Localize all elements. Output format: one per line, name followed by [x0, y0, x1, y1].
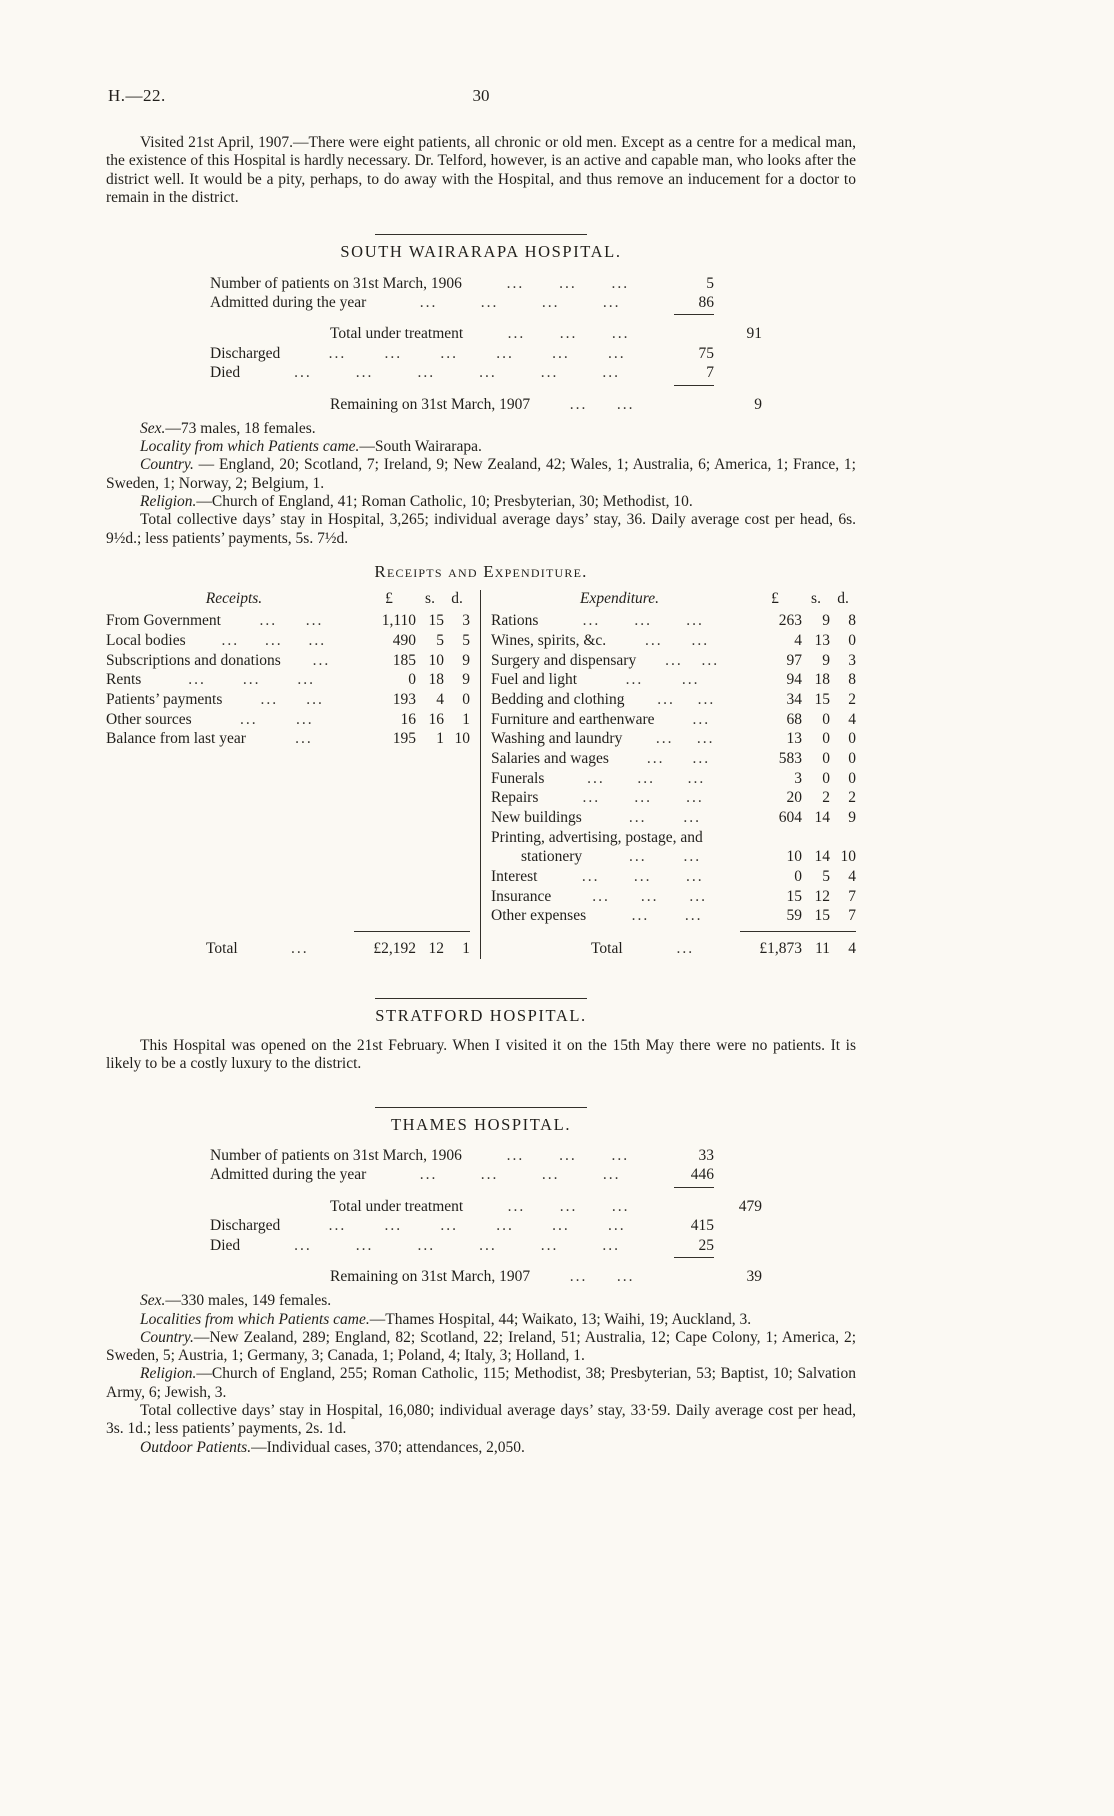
dot-leaders: ... ... ...	[507, 325, 630, 343]
stat-value: 5	[706, 274, 714, 292]
dot-leaders: ... ...	[657, 690, 716, 708]
amount-shillings: 18	[428, 671, 444, 689]
expenditure-row	[491, 611, 856, 631]
line-item-label: Balance from last year	[106, 730, 246, 748]
total-pence: 4	[848, 939, 856, 957]
amount-pence: 0	[848, 769, 856, 787]
stat-row	[210, 1197, 762, 1216]
stat-row	[210, 1216, 762, 1235]
line-item-label: Repairs	[491, 789, 539, 807]
expenditure-column	[480, 590, 856, 959]
note-text: —Individual cases, 370; attendances, 2,050.	[251, 1438, 525, 1456]
amount-shillings: 0	[822, 749, 830, 767]
amount-pence: 7	[848, 887, 856, 905]
receipts-expenditure-table	[106, 590, 856, 959]
dot-leaders: ... ...	[240, 710, 314, 728]
amount-pence: 8	[848, 671, 856, 689]
note-locality	[106, 438, 856, 456]
amount-shillings: 15	[814, 690, 830, 708]
line-item-label: Subscriptions and donations	[106, 651, 281, 669]
stat-total-value: 91	[746, 325, 762, 343]
amount-shillings: 1	[436, 730, 444, 748]
expenditure-row	[491, 631, 856, 651]
line-item-label: Surgery and dispensary	[491, 651, 637, 669]
dot-leaders: ... ... ... ... ... ...	[328, 1217, 626, 1235]
amount-pounds: 20	[786, 789, 802, 807]
note-text: —Church of England, 41; Roman Catholic, 10; Presbyterian, 30; Methodist, 10.	[196, 493, 693, 511]
line-item-label: Patients’ payments	[106, 690, 223, 708]
stat-label: Discharged	[210, 1217, 281, 1235]
amount-pence: 3	[462, 612, 470, 630]
dot-leaders: ... ... ...	[507, 1197, 630, 1215]
amount-pounds: 1,110	[381, 612, 416, 630]
amount-pounds: 583	[778, 749, 802, 767]
dot-leaders: ... ...	[655, 730, 715, 748]
dot-leaders: ... ... ...	[582, 789, 704, 807]
expenditure-row	[491, 887, 856, 907]
line-item-label: Fuel and light	[491, 671, 578, 689]
stat-total-value: 9	[754, 395, 762, 413]
note-outdoor-patients	[106, 1439, 856, 1457]
dot-leaders: ...	[676, 939, 695, 957]
stat-label: Total under treatment	[330, 1197, 464, 1215]
line-item-label: Wines, spirits, &c.	[491, 631, 607, 649]
expenditure-row	[491, 710, 856, 730]
note-religion	[106, 493, 856, 511]
section-divider	[375, 998, 587, 999]
note-religion	[106, 1365, 856, 1402]
pence-header: d.	[451, 589, 463, 607]
note-lead: Religion.	[140, 493, 197, 511]
stat-value: 446	[674, 1165, 714, 1187]
stat-row	[210, 293, 762, 315]
line-item-label: Funerals	[491, 769, 545, 787]
amount-pence: 4	[848, 710, 856, 728]
note-lead: Religion.	[140, 1365, 197, 1383]
line-item-label: Rents	[106, 671, 142, 689]
stratford-section	[106, 1006, 856, 1074]
total-pounds: £1,873	[759, 939, 802, 957]
amount-shillings: 15	[428, 612, 444, 630]
dot-leaders: ...	[312, 651, 331, 669]
note-lead: Sex.	[140, 1292, 166, 1310]
stat-row	[210, 363, 762, 385]
stat-value: 86	[674, 293, 714, 315]
note-text: —Thames Hospital, 44; Waikato, 13; Waihi, 19; Auckland, 3.	[369, 1310, 752, 1328]
dot-leaders: ... ...	[646, 749, 711, 767]
line-item-label: Salaries and wages	[491, 749, 609, 767]
receipts-total-rule	[354, 931, 470, 932]
shillings-header: s.	[425, 589, 435, 607]
note-country	[106, 456, 856, 493]
note-lead: Country.	[140, 456, 194, 474]
line-item-label: Printing, advertising, postage, and	[491, 828, 703, 846]
amount-pounds: 10	[786, 848, 802, 866]
note-lead: Localities from which Patients came.	[140, 1310, 370, 1328]
section-divider	[375, 1107, 587, 1108]
stat-total-value: 479	[738, 1197, 762, 1215]
stat-value: 75	[698, 344, 714, 362]
amount-pence: 7	[848, 907, 856, 925]
amount-shillings: 9	[822, 651, 830, 669]
section-divider-wrap	[106, 989, 856, 992]
amount-pence: 3	[848, 651, 856, 669]
note-sex	[106, 420, 856, 438]
line-item-label: Local bodies	[106, 631, 186, 649]
line-item-label: Rations	[491, 612, 539, 630]
dot-leaders: ... ... ... ...	[419, 1166, 621, 1184]
amount-pounds: 94	[786, 671, 802, 689]
amount-shillings: 12	[814, 887, 830, 905]
amount-shillings: 16	[428, 710, 444, 728]
dot-leaders: ...	[692, 710, 711, 728]
section-divider-wrap	[106, 225, 856, 228]
amount-pence: 0	[848, 749, 856, 767]
dot-leaders: ... ...	[569, 395, 635, 413]
page-number: 30	[472, 86, 490, 105]
dot-leaders: ... ... ... ... ... ...	[328, 344, 626, 362]
receipts-row	[106, 651, 470, 671]
amount-pence: 2	[848, 789, 856, 807]
thames-section	[106, 1115, 856, 1457]
south-wairarapa-section	[106, 242, 856, 958]
shillings-header: s.	[811, 589, 821, 607]
amount-shillings: 14	[814, 848, 830, 866]
stat-row	[210, 324, 762, 343]
amount-pounds: 195	[392, 730, 416, 748]
amount-pounds: 68	[786, 710, 802, 728]
dot-leaders: ... ...	[260, 690, 324, 708]
dot-leaders: ... ... ... ...	[419, 294, 621, 312]
line-item-label: stationery	[521, 848, 583, 866]
section-divider	[375, 234, 587, 235]
expenditure-row	[491, 808, 856, 828]
amount-pounds: 97	[786, 651, 802, 669]
line-item-label: New buildings	[491, 808, 582, 826]
expenditure-row	[491, 651, 856, 671]
amount-pounds: 15	[786, 887, 802, 905]
stat-label: Remaining on 31st March, 1907	[330, 1267, 531, 1285]
note-text: —Church of England, 255; Roman Catholic, 115; Methodist, 38; Presbyterian, 53; Baptist, 10; Salvation Army, 6; Jewish, 3.	[106, 1365, 856, 1401]
line-item-label: Other sources	[106, 710, 192, 728]
stat-row	[210, 274, 762, 293]
receipts-column-title: Receipts.	[205, 589, 263, 607]
running-head	[106, 86, 856, 106]
line-item-label: Washing and laundry	[491, 730, 623, 748]
amount-pounds: 34	[786, 690, 802, 708]
total-shillings: 12	[428, 939, 444, 957]
amount-shillings: 9	[822, 612, 830, 630]
amount-shillings: 2	[822, 789, 830, 807]
line-item-label: Insurance	[491, 887, 552, 905]
dot-leaders: ... ... ...	[188, 671, 316, 689]
amount-shillings: 4	[436, 690, 444, 708]
expenditure-row	[491, 690, 856, 710]
stratford-paragraph: This Hospital was opened on the 21st February. When I visited it on the 15th May there were no patients. It is likely to be a costly luxury to the district.	[106, 1037, 856, 1073]
amount-shillings: 5	[436, 631, 444, 649]
section-divider-wrap	[106, 1098, 856, 1101]
sw-stats-block	[210, 274, 762, 414]
stratford-title: STRATFORD HOSPITAL.	[375, 1005, 587, 1025]
note-lead: Country.	[140, 1328, 194, 1346]
amount-pounds: 193	[392, 690, 416, 708]
dot-leaders: ... ...	[259, 612, 324, 630]
expenditure-row	[491, 847, 856, 867]
stat-row	[210, 1165, 762, 1187]
total-label: Total	[591, 939, 623, 957]
total-label: Total	[206, 939, 238, 957]
stat-row	[210, 1236, 762, 1258]
amount-shillings: 14	[814, 808, 830, 826]
dot-leaders: ... ...	[645, 631, 710, 649]
thames-notes	[106, 1292, 856, 1457]
total-pounds: £2,192	[373, 939, 416, 957]
stat-label: Died	[210, 1236, 241, 1254]
note-text: —South Wairarapa.	[359, 438, 482, 456]
intro-paragraph: Visited 21st April, 1907.—There were eight patients, all chronic or old men. Except as a centre for a medical man, the existence of this Hospital is hardly necessary. Dr. Telford, however, is an active and capable man, who looks after the district well. It would be a pity, perhaps, to do away with the Hospital, and thus remove an inducement for a doctor to remain in the district.	[106, 134, 856, 206]
dot-leaders: ... ... ...	[506, 274, 630, 292]
note-days-stay	[106, 1402, 856, 1439]
dot-leaders: ... ... ... ... ... ...	[294, 364, 620, 382]
expenditure-column-title: Expenditure.	[579, 589, 660, 607]
expenditure-header	[491, 590, 856, 608]
stat-row	[210, 395, 762, 414]
amount-pence: 10	[454, 730, 470, 748]
amount-pence: 8	[848, 612, 856, 630]
amount-pence: 2	[848, 690, 856, 708]
thames-title: THAMES HOSPITAL.	[390, 1114, 572, 1134]
note-text: Total collective days’ stay in Hospital, 3,265; individual average days’ stay, 36. Daily average cost per head, 6s. 9½d.; less patients’ payments, 5s. 7½d.	[106, 511, 856, 547]
pounds-header: £	[385, 589, 393, 607]
note-text: — England, 20; Scotland, 7; Ireland, 9; New Zealand, 42; Wales, 1; Australia, 6; America, 1; France, 1; Sweden, 1; Norway, 2; Belgium, 1.	[106, 456, 856, 492]
stat-row	[210, 1267, 762, 1286]
dot-leaders: ... ... ...	[506, 1147, 630, 1165]
amount-pounds: 13	[786, 730, 802, 748]
dot-leaders: ...	[291, 939, 309, 957]
amount-pounds: 0	[794, 867, 802, 885]
stat-value: 33	[698, 1147, 714, 1165]
stat-label: Number of patients on 31st March, 1906	[210, 1147, 462, 1165]
stat-label: Total under treatment	[330, 325, 464, 343]
stat-row	[210, 344, 762, 363]
amount-pence: 0	[462, 690, 470, 708]
line-item-label: From Government	[106, 612, 221, 630]
amount-pence: 9	[462, 671, 470, 689]
dot-leaders: ... ... ...	[221, 631, 327, 649]
receipts-total-row	[106, 939, 470, 959]
expenditure-row-wrapped	[491, 828, 856, 848]
stat-label: Admitted during the year	[210, 1166, 367, 1184]
note-sex	[106, 1292, 856, 1310]
total-pence: 1	[462, 939, 470, 957]
amount-pounds: 4	[794, 631, 802, 649]
amount-shillings: 0	[822, 769, 830, 787]
receipts-header	[106, 590, 470, 608]
dot-leaders: ... ... ...	[592, 887, 708, 905]
stat-value: 415	[690, 1217, 714, 1235]
amount-pence: 0	[848, 631, 856, 649]
stat-value: 25	[674, 1236, 714, 1258]
note-lead: Outdoor Patients.	[140, 1438, 252, 1456]
dot-leaders: ... ...	[629, 848, 702, 866]
thames-stats-block	[210, 1146, 762, 1286]
note-localities	[106, 1311, 856, 1329]
dot-leaders: ... ...	[569, 1267, 635, 1285]
note-text: —73 males, 18 females.	[165, 419, 316, 437]
line-item-label: Other expenses	[491, 907, 587, 925]
stat-value: 7	[674, 363, 714, 385]
amount-pounds: 604	[778, 808, 802, 826]
amount-shillings: 10	[428, 651, 444, 669]
note-text: —New Zealand, 289; England, 82; Scotland, 22; Ireland, 51; Australia, 12; Cape Colony, 1; America, 2; Sweden, 5; Austria, 1; Germany, 3; Canada, 1; Poland, 4; Italy, 3; Holland, 1.	[106, 1328, 856, 1365]
receipts-row	[106, 729, 470, 749]
expenditure-row	[491, 906, 856, 926]
note-lead: Sex.	[140, 419, 166, 437]
receipts-row	[106, 631, 470, 651]
receipts-row	[106, 670, 470, 690]
pounds-header: £	[771, 589, 779, 607]
stat-label: Died	[210, 364, 241, 382]
report-code: H.—22.	[108, 86, 166, 105]
stat-row	[210, 1146, 762, 1165]
line-item-label: Interest	[491, 867, 538, 885]
total-shillings: 11	[815, 939, 830, 957]
amount-pounds: 263	[778, 612, 802, 630]
stat-label: Admitted during the year	[210, 294, 367, 312]
dot-leaders: ... ... ...	[587, 769, 706, 787]
amount-pence: 5	[462, 631, 470, 649]
amount-shillings: 15	[814, 907, 830, 925]
expenditure-row	[491, 749, 856, 769]
receipts-column	[106, 590, 480, 959]
spacer	[106, 749, 470, 926]
amount-pence: 9	[462, 651, 470, 669]
amount-pence: 10	[840, 848, 856, 866]
dot-leaders: ... ...	[631, 907, 703, 925]
amount-pence: 0	[848, 730, 856, 748]
dot-leaders: ... ...	[628, 808, 702, 826]
expenditure-row	[491, 867, 856, 887]
expenditure-row	[491, 670, 856, 690]
pence-header: d.	[837, 589, 849, 607]
amount-shillings: 0	[822, 710, 830, 728]
dot-leaders: ... ...	[625, 671, 700, 689]
amount-pence: 4	[848, 867, 856, 885]
amount-pounds: 16	[400, 710, 416, 728]
receipts-row	[106, 611, 470, 631]
amount-pounds: 59	[786, 907, 802, 925]
dot-leaders: ... ... ...	[582, 612, 704, 630]
amount-shillings: 5	[822, 867, 830, 885]
note-text: —330 males, 149 females.	[165, 1292, 332, 1310]
amount-pounds: 185	[392, 651, 416, 669]
amount-pounds: 0	[408, 671, 416, 689]
receipts-row	[106, 690, 470, 710]
amount-shillings: 0	[822, 730, 830, 748]
stat-label: Remaining on 31st March, 1907	[330, 395, 531, 413]
expenditure-row	[491, 729, 856, 749]
amount-shillings: 13	[814, 631, 830, 649]
expenditure-row	[491, 769, 856, 789]
expenditure-total-rule	[740, 931, 856, 932]
dot-leaders: ...	[295, 730, 313, 748]
expenditure-row	[491, 788, 856, 808]
south-wairarapa-title: SOUTH WAIRARAPA HOSPITAL.	[340, 242, 622, 262]
receipts-expenditure-heading: Receipts and Expenditure.	[374, 561, 588, 581]
note-days-stay	[106, 511, 856, 548]
amount-pounds: 3	[794, 769, 802, 787]
line-item-label: Bedding and clothing	[491, 690, 625, 708]
line-item-label: Furniture and earthenware	[491, 710, 655, 728]
stat-label: Discharged	[210, 344, 281, 362]
dot-leaders: ... ...	[665, 651, 720, 669]
stat-label: Number of patients on 31st March, 1906	[210, 274, 462, 292]
note-lead: Locality from which Patients came.	[140, 438, 360, 456]
stat-total-value: 39	[746, 1267, 762, 1285]
dot-leaders: ... ... ...	[581, 867, 704, 885]
amount-pence: 9	[848, 808, 856, 826]
note-text: Total collective days’ stay in Hospital, 16,080; individual average days’ stay, 33·59. Daily average cost per head, 3s. 1d.; less patients’ payments, 2s. 1d.	[106, 1402, 856, 1438]
amount-pounds: 490	[392, 631, 416, 649]
dot-leaders: ... ... ... ... ... ...	[294, 1236, 620, 1254]
amount-pence: 1	[462, 710, 470, 728]
note-country	[106, 1329, 856, 1366]
expenditure-total-row	[491, 939, 856, 959]
amount-shillings: 18	[814, 671, 830, 689]
receipts-row	[106, 710, 470, 730]
sw-notes	[106, 420, 856, 548]
